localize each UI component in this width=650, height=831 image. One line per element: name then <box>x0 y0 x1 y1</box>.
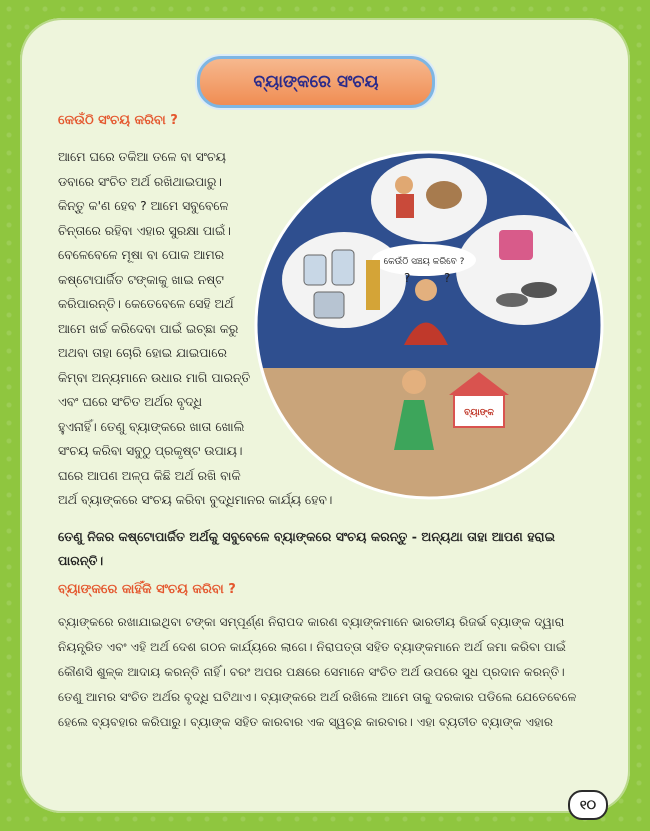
thought-text: କେଉଁଠି ସଞ୍ଚୟ କରିବେ ? <box>383 257 465 267</box>
text-line: ଅଥବା ତାହା ଚୋରି ହୋଇ ଯାଇପାରେ <box>58 345 227 360</box>
money-bag-icon <box>426 181 462 209</box>
jar-icon <box>304 255 326 285</box>
savings-illustration <box>254 150 604 500</box>
safe-icon <box>499 230 533 260</box>
emphasis-paragraph: ତେଣୁ ନିଜର କଷ୍ଟୋପାର୍ଜିତ ଅର୍ଥକୁ ସବୁବେଳେ ବ୍ୟାଙ୍କରେ ସଂଚୟ କରନ୍ତୁ - ଅନ୍ୟଥା ତାହା ଆପଣ ହରାଇ ପାରନ୍ତି। <box>58 529 556 568</box>
text-line: କଷ୍ଟୋପାର୍ଜିତ ଟଙ୍କାକୁ ଖାଇ ନଷ୍ଟ <box>58 271 224 287</box>
woman-head <box>402 370 426 394</box>
text-line: ବେଳେବେଳେ ମୂଷା ବା ପୋକ ଆମର <box>58 247 225 262</box>
text-line: ଚିନ୍ତାରେ ରହିବା ଏହାର ସୁରକ୍ଷା ପାଇଁ। <box>58 222 231 238</box>
question-mark: ? <box>404 271 411 285</box>
bank-label: ବ୍ୟାଙ୍କ <box>464 408 494 418</box>
rat-icon <box>496 293 528 307</box>
pot-icon <box>314 292 344 318</box>
text-line: ଡବାରେ ସଂଚିତ ଅର୍ଥ ରଖିଥାଇପାରୁ। <box>58 173 222 189</box>
woman-head <box>415 279 437 301</box>
text-line: କରିପାରନ୍ତି। କେତେବେଳେ ସେହି ଅର୍ଥ <box>58 296 234 311</box>
page-title: ବ୍ୟାଙ୍କରେ ସଂଚୟ <box>197 56 435 108</box>
text-line: ଆମେ ଘରେ ତକିଆ ତଳେ ବା ସଂଚୟ <box>58 149 226 164</box>
section-heading-why: ବ୍ୟାଙ୍କରେ କାହିଁକି ସଂଚୟ କରିବା ? <box>58 582 236 597</box>
thief-body <box>396 194 414 218</box>
rat-icon <box>521 282 557 298</box>
man-figure <box>366 260 380 310</box>
page-number: ୧୦ <box>568 790 608 820</box>
text-line: ହୁଏନାହିଁ। ତେଣୁ ବ୍ୟାଙ୍କରେ ଖାତା ଖୋଲି <box>58 418 245 434</box>
thief-head <box>395 176 413 194</box>
text-line: କିମ୍ବା ଅନ୍ୟମାନେ ଉଧାର ମାଗି ପାରନ୍ତି <box>58 369 251 385</box>
text-line: ଆମେ ଖର୍ଚ୍ଚ କରିଦେବା ପାଇଁ ଇଚ୍ଛା କରୁ <box>58 320 239 336</box>
text-line: ଘରେ ଆପଣ ଅଳ୍ପ କିଛି ଅର୍ଥ ରଖି ବାକି <box>58 467 241 483</box>
text-line: ସଂଚୟ କରିବା ସବୁଠୁ ପ୍ରକୃଷ୍ଟ ଉପାୟ। <box>58 443 243 458</box>
text-line: କିନ୍ତୁ କ'ଣ ହେବ ? ଆମେ ସବୁବେଳେ <box>58 198 229 213</box>
question-mark: ? <box>444 271 451 285</box>
text-line: ଏବଂ ଘରେ ସଂଚିତ ଅର୍ଥର ବୃଦ୍ଧି <box>58 394 203 409</box>
section-heading-where: କେଉଁଠି ସଂଚୟ କରିବା ? <box>58 113 178 128</box>
section-why-text: ବ୍ୟାଙ୍କରେ ରଖାଯାଇଥିବା ଟଙ୍କା ସମ୍ପୂର୍ଣ୍ଣ ନିରାପଦ କାରଣ ବ୍ୟାଙ୍କମାନେ ଭାରତୀୟ ରିଜର୍ଭ ବ୍ୟାଙ୍କ ଦ୍ୱାରା ନିୟନ୍ତ୍ରିତ ଏବଂ ଏହି ଅର୍ଥ ଦେଶ ଗଠନ କାର୍ଯ୍ୟରେ ଲାଗେ। ନିରାପତ୍ତା ସହିତ ବ୍ୟାଙ୍କମାନେ ଅର୍ଥ ଜମା କରିବା ପାଇଁ କୌଣସି ଶୁଳ୍କ ଆଦାୟ କରନ୍ତି ନାହିଁ। ବରଂ ଅପର ପକ୍ଷରେ ସେମାନେ ସଂଚିତ ଅର୍ଥ ଉପରେ ସୁଧ ପ୍ରଦାନ କରନ୍ତି। ତେଣୁ ଆମର ସଂଚିତ ଅର୍ଥର ବୃଦ୍ଧି ଘଟିଥାଏ। ବ୍ୟାଙ୍କରେ ଅର୍ଥ ରଖିଲେ ଆମେ ତାକୁ ଦରକାର ପଡିଲେ ଯେତେବେଳେ ହେଲେ ବ୍ୟବହାର କରିପାରୁ। ବ୍ୟାଙ୍କ ସହିତ କାରବାର ଏକ ସ୍ୱଚ୍ଛ କାରବାର। ଏହା ବ୍ୟତୀତ ବ୍ୟାଙ୍କ ଏହାର <box>58 615 577 729</box>
jar-icon <box>332 250 354 285</box>
text-line: ଅର୍ଥ ବ୍ୟାଙ୍କରେ ସଂଚୟ କରିବା ବୁଦ୍ଧିମାନର କାର୍ଯ୍ୟ ହେବ। <box>58 492 333 507</box>
